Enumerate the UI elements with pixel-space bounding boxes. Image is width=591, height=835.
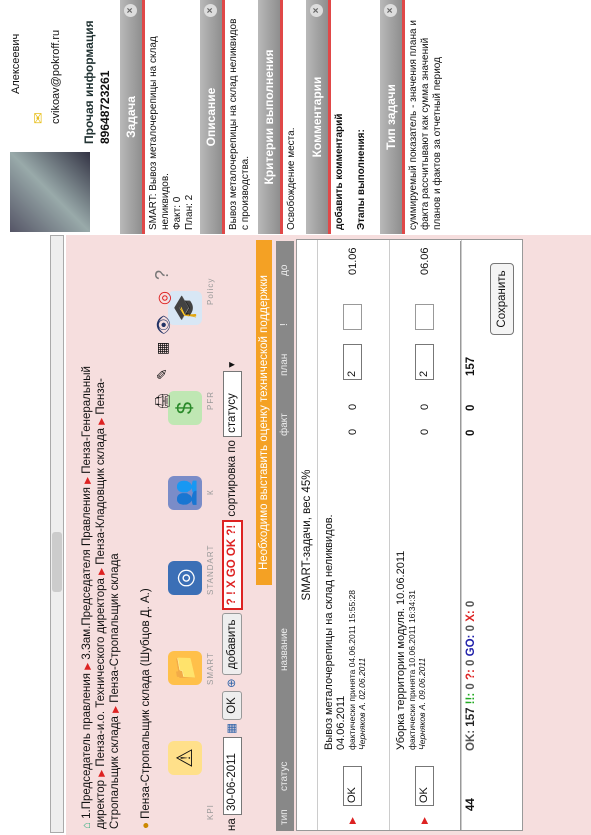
mail-icon[interactable]: ✉ <box>30 112 46 124</box>
ok-button[interactable]: OK <box>222 691 242 720</box>
kpi-label: KPI <box>206 804 215 820</box>
fact-value-2: 0 <box>347 403 359 410</box>
horizontal-scrollbar[interactable] <box>50 235 64 833</box>
col-plan: план <box>279 353 290 376</box>
status-select[interactable]: OK <box>415 766 434 806</box>
table-header <box>276 241 294 831</box>
dollar-icon[interactable]: $ <box>168 391 202 425</box>
k-label: К <box>206 489 215 495</box>
goal-icon[interactable]: ◎ <box>168 561 202 595</box>
chevron-down-icon[interactable]: ▾ <box>226 361 238 368</box>
profile-email[interactable]: cvikoav@pokroff.ru <box>50 29 62 124</box>
comments-header <box>306 0 328 234</box>
desc-line2: с производства. <box>240 156 251 230</box>
expand-icon[interactable]: ▶ <box>419 817 429 824</box>
divider <box>222 0 225 234</box>
profile-phone: 89648723261 <box>98 70 112 144</box>
tasks-table <box>296 239 523 831</box>
smart-label: SMART <box>206 652 215 685</box>
printer-icon[interactable]: 🖨 <box>154 392 170 410</box>
help-icon[interactable]: ? <box>152 269 172 280</box>
sort-label: сортировка по <box>226 440 238 517</box>
policy-label: Policy <box>206 277 215 305</box>
diploma-icon[interactable]: 🎓 <box>168 291 202 325</box>
crumb-2[interactable]: 3.Зам.Председателя Правления <box>81 487 93 660</box>
add-button[interactable]: добавить <box>222 613 242 675</box>
employee-title-text: Пенза-Стропальщик склада (Шубцов Д. А.) <box>140 588 152 819</box>
q-value: 0 <box>465 659 477 666</box>
excl-field[interactable] <box>343 304 362 330</box>
excl-field[interactable] <box>415 304 434 330</box>
criteria-text: Освобождение места. <box>286 127 297 230</box>
total-2: 0 <box>465 404 477 411</box>
type-line3: планов и фактов за отчетный период <box>432 57 443 230</box>
task-text <box>148 4 196 230</box>
task-date: 10.06.2011 <box>395 550 407 605</box>
desc-head: Описание <box>204 87 218 147</box>
add-comment-link[interactable]: добавить комментарий <box>334 113 345 230</box>
calendar-icon[interactable]: ▦ <box>226 722 238 734</box>
criteria-header <box>258 0 280 234</box>
arrow-icon: ▶ <box>110 705 120 713</box>
close-icon[interactable]: × <box>204 4 217 17</box>
section-title <box>297 240 318 830</box>
task-fact: Факт: 0 <box>172 196 183 230</box>
target-icon[interactable]: ◎ <box>156 291 173 305</box>
film-icon[interactable]: ▦ <box>154 341 170 355</box>
table-footer <box>460 241 483 831</box>
arrow-icon: ▶ <box>82 662 92 670</box>
employee-title <box>140 588 152 829</box>
crumb-3[interactable]: Пенза-Генеральный <box>81 366 93 474</box>
task-text-line2: неликвидов. <box>160 173 171 230</box>
crumb-3b[interactable]: директор <box>95 779 107 829</box>
plan-select[interactable]: 2 <box>343 344 362 380</box>
task-cell <box>323 480 367 750</box>
date-prefix: на <box>226 818 238 831</box>
warning-icon[interactable]: ⚠ <box>168 741 202 775</box>
status-select[interactable]: OK <box>343 766 362 806</box>
add-icon: ⊕ <box>226 678 238 688</box>
x-value: 0 <box>465 600 477 608</box>
home-icon[interactable]: ⌂ <box>81 822 93 829</box>
divider <box>402 0 405 234</box>
divider <box>142 0 145 234</box>
top-strip <box>0 235 67 835</box>
type-header <box>380 0 402 234</box>
other-info-link[interactable]: Прочая информация <box>82 20 96 144</box>
standart-label: STANDART <box>206 544 215 595</box>
type-text <box>408 4 444 230</box>
plan-select[interactable]: 2 <box>415 344 434 380</box>
col-fact: факт <box>279 413 290 436</box>
ex-label: !!: <box>465 692 477 705</box>
ok-value: 157 <box>465 707 477 727</box>
description-text <box>228 4 252 230</box>
col-status: статус <box>279 761 290 791</box>
col-type: тип <box>279 809 290 825</box>
module-icons <box>152 245 218 825</box>
sort-select[interactable]: статусу <box>223 371 242 437</box>
crumb-6[interactable]: Пенза- <box>95 378 107 415</box>
ex-value: 0 <box>465 683 477 690</box>
divider <box>328 0 331 234</box>
date-field[interactable]: 30-06-2011 <box>223 737 242 815</box>
task-accepted: фактически принята 04.06.2011 15:55:28 <box>347 589 357 750</box>
type-line1: суммируемый показатель - значения плана и <box>408 20 419 230</box>
task-cell <box>395 480 427 750</box>
task-head: Задача <box>124 96 138 138</box>
notice-text: Необходимо выставить оценку технической поддержки <box>258 275 270 570</box>
comm-head: Комментарии <box>310 76 324 158</box>
type-line2: факта рассчитывают как сумма значений <box>420 37 431 230</box>
go-label: GO: <box>465 634 477 657</box>
profile-name: Алексеевич <box>10 33 22 94</box>
col-excl: ! <box>279 323 290 326</box>
table-row[interactable] <box>391 240 462 830</box>
task-date: 04.06.2011 <box>335 695 347 750</box>
ok-label: OK: <box>465 729 477 751</box>
notice-bar <box>256 240 272 585</box>
toolbar <box>222 241 246 831</box>
arrow-icon: ▶ <box>96 567 106 575</box>
save-button[interactable]: Сохранить <box>490 263 514 335</box>
fact-value-2: 0 <box>419 403 431 410</box>
arrow-icon: ▶ <box>82 476 92 484</box>
x-label: X: <box>465 610 477 622</box>
fact-value: 0 <box>347 428 359 435</box>
crumb-7[interactable]: Пенза-Стропальщик склада <box>109 553 121 703</box>
close-icon[interactable]: × <box>124 4 137 17</box>
info-panel <box>0 0 591 234</box>
section-title-text: SMART-задачи, вес 45% <box>301 469 313 601</box>
close-icon[interactable]: × <box>384 4 397 17</box>
task-text-line1: SMART: Вывоз металочерепицы на склад <box>148 36 159 230</box>
arrow-icon: ▶ <box>96 417 106 425</box>
description-header <box>200 0 222 234</box>
footer-stats <box>465 601 477 751</box>
fact-value: 0 <box>419 428 431 435</box>
avatar <box>10 152 90 232</box>
divider <box>280 0 283 234</box>
pencil-icon[interactable]: ✎ <box>154 368 170 380</box>
total-3: 157 <box>465 356 477 376</box>
task-author: Черняков А. 02.06.2011 <box>357 657 367 750</box>
task-plan: План: 2 <box>184 194 195 230</box>
due-date: 01.06 <box>347 247 359 275</box>
crit-head: Критерии выполнения <box>262 49 276 185</box>
table-row[interactable] <box>319 240 390 830</box>
task-author: Черняков А. 09.06.2011 <box>417 657 427 750</box>
people-icon[interactable]: 👥 <box>168 476 202 510</box>
crumb-1[interactable]: 1.Председатель правления <box>81 672 93 819</box>
eye-icon[interactable]: 👁 <box>156 314 173 335</box>
q-label: ?: <box>465 669 477 680</box>
stages-label: Этапы выполнения: <box>356 129 367 230</box>
go-value: 0 <box>465 624 477 632</box>
user-icon: ● <box>140 822 152 829</box>
task-section-header <box>120 0 142 234</box>
breadcrumb <box>80 239 122 829</box>
folders-icon[interactable]: 📁 <box>168 651 202 685</box>
task-title[interactable]: Уборка территории модуля. <box>395 608 407 750</box>
total-1: 0 <box>465 429 477 436</box>
expand-icon[interactable]: ▶ <box>347 817 357 824</box>
scrollbar-thumb[interactable] <box>52 532 62 592</box>
close-icon[interactable]: × <box>310 4 323 17</box>
pfr-label: PFR <box>206 391 215 410</box>
col-title: название <box>279 628 290 671</box>
type-head: Тип задачи <box>384 84 398 150</box>
arrow-icon: ▶ <box>96 769 106 777</box>
col-due: до <box>279 264 290 276</box>
crumb-6b[interactable]: Стропальщик склада <box>109 716 121 829</box>
due-date: 06.06 <box>419 247 431 275</box>
filter-field[interactable]: ? ! X GO OK ?! <box>222 520 243 611</box>
footer-count: 44 <box>465 798 477 811</box>
crumb-4[interactable]: Пенза-и.о. Технического директора <box>95 578 107 767</box>
crumb-5[interactable]: Пенза-Кладовщик склада <box>95 427 107 565</box>
desc-line1: Вывоз металочерепицы на склад неликвидов <box>228 18 239 230</box>
task-accepted: фактически принята 10.06.2011 16:34:31 <box>407 589 417 750</box>
task-title[interactable]: Вывоз металочерепицы на склад неликвидов. <box>323 514 335 750</box>
